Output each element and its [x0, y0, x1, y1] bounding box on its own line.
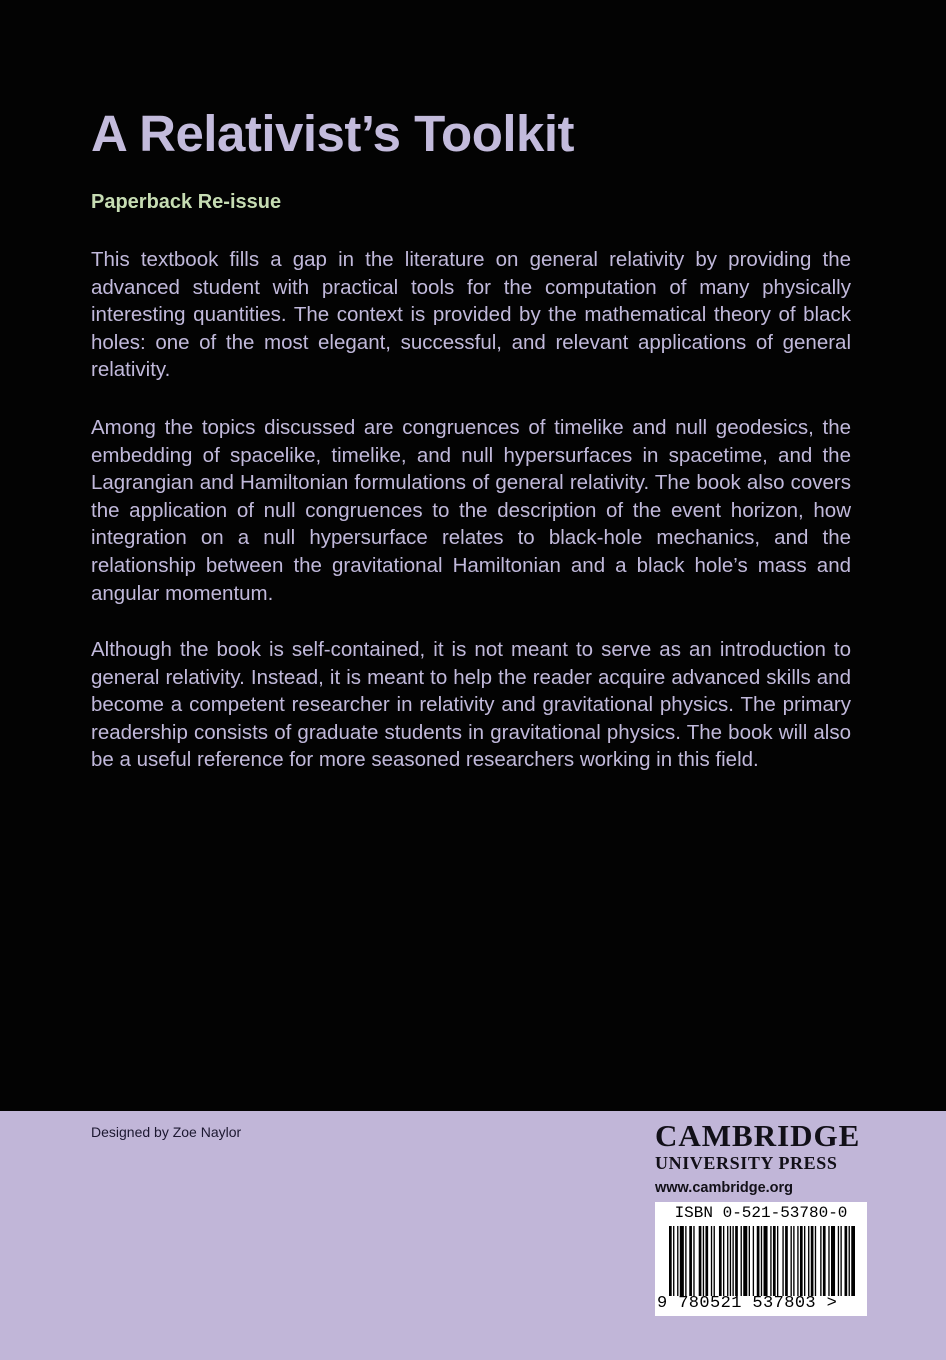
barcode-bar [685, 1226, 686, 1296]
publisher-url: www.cambridge.org [655, 1180, 794, 1196]
barcode-bar [753, 1226, 754, 1296]
ean-digits: 9 780521 537803 > [657, 1294, 838, 1313]
barcode-bar [793, 1226, 794, 1296]
barcode-bar [741, 1226, 742, 1296]
book-title: A Relativist’s Toolkit [91, 105, 575, 162]
barcode-bar [804, 1226, 805, 1296]
barcode-bar [823, 1226, 826, 1296]
barcode-bar [800, 1226, 803, 1296]
isbn-barcode [655, 1202, 867, 1316]
barcode-bar [705, 1226, 708, 1296]
barcode-bar [703, 1226, 704, 1296]
barcode-bar [845, 1226, 848, 1296]
barcode-bar [699, 1226, 702, 1296]
barcode-bar [669, 1226, 672, 1296]
barcode-bar [730, 1226, 731, 1296]
barcode-bar [770, 1226, 771, 1296]
blurb-paragraph-1: This textbook fills a gap in the literature on general relativity by providing the advanced student with practical tools for the computation of many physically interesting quantities. The context is provided by the mathematical theory of black holes: one of the most elegant, successful, and relevant applications of general relativity. [91, 248, 851, 382]
barcode-bar [732, 1226, 733, 1296]
barcode-bar [851, 1226, 855, 1296]
barcode-bar [797, 1226, 798, 1296]
barcode-bar [711, 1226, 712, 1296]
barcode-bar [673, 1226, 674, 1296]
designer-credit: Designed by Zoe Naylor [91, 1124, 242, 1140]
barcode-bar [831, 1226, 835, 1296]
barcode-bar [723, 1226, 724, 1296]
barcode-bar [757, 1226, 760, 1296]
blurb-paragraph-3: Although the book is self-contained, it is not meant to serve as an introduction to general relativity. Instead, it is meant to help the reader acquire advanced skills and become a competent researcher in relativity and gravitational physics. The primary readership consists of graduate students in gravitational physics. The book will also be a useful reference for more seasoned researchers working in this field. [91, 638, 851, 772]
publisher-name: CAMBRIDGE [655, 1118, 861, 1153]
barcode-bar [777, 1226, 778, 1296]
barcode-bar [815, 1226, 816, 1296]
barcode-bar [749, 1226, 750, 1296]
barcode-bar [808, 1226, 809, 1296]
publisher-subname: UNIVERSITY PRESS [655, 1153, 838, 1173]
barcode-bar [791, 1226, 792, 1296]
barcode-bars [669, 1226, 855, 1296]
isbn-label: ISBN 0-521-53780-0 [674, 1204, 848, 1222]
barcode-bar [764, 1226, 768, 1296]
barcode-bar [838, 1226, 839, 1296]
barcode-bar [735, 1226, 738, 1296]
barcode-bar [782, 1226, 783, 1296]
barcode-bar [840, 1226, 841, 1296]
barcode-bar [714, 1226, 715, 1296]
publisher-logo [655, 1120, 867, 1196]
barcode-bar [743, 1226, 747, 1296]
barcode-bar [811, 1226, 814, 1296]
barcode-bar [719, 1226, 722, 1296]
barcode-bar [785, 1226, 788, 1296]
barcode-bar [849, 1226, 850, 1296]
barcode-bar [693, 1226, 694, 1296]
barcode-bar [820, 1226, 821, 1296]
edition-subtitle: Paperback Re-issue [91, 191, 282, 213]
barcode-bar [680, 1226, 684, 1296]
barcode-bar [828, 1226, 829, 1296]
barcode-bar [689, 1226, 692, 1296]
barcode-bar [773, 1226, 776, 1296]
barcode-bar [677, 1226, 678, 1296]
barcode-bar [761, 1226, 762, 1296]
barcode-bar [727, 1226, 728, 1296]
blurb-paragraph-2: Among the topics discussed are congruences of timelike and null geodesics, the embedding of spacelike, timelike, and null hypersurfaces in spacetime, and the Lagrangian and Hamiltonian formulations of general relativity. The book also covers the application of null congruences to the description of the event horizon, how integration on a null hypersurface relates to black-hole mechanics, and the relationship between the gravitational Hamiltonian and a black hole’s mass and angular momentum. [91, 416, 851, 605]
